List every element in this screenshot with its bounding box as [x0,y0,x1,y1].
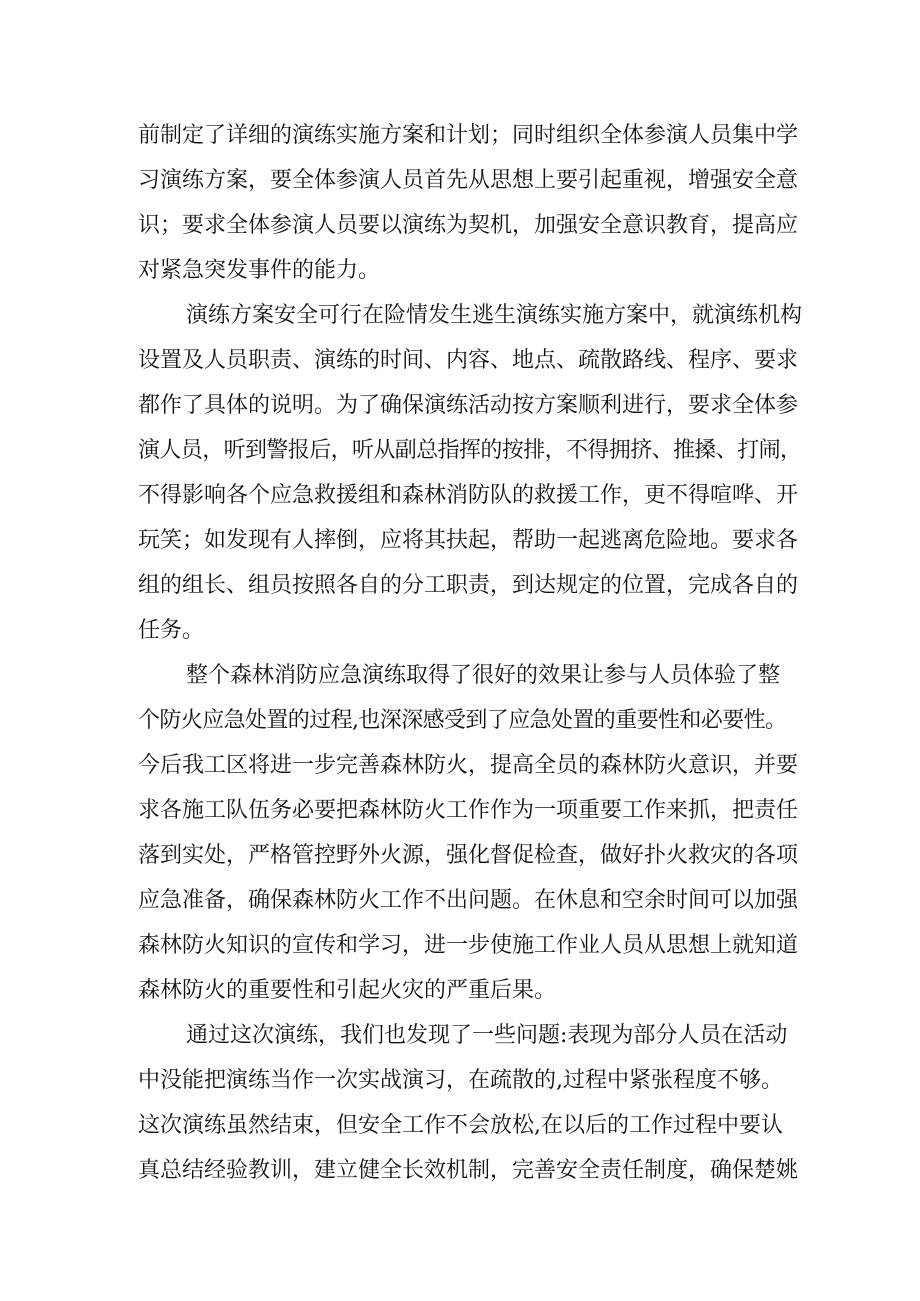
text-line: 不得影响各个应急救援组和森林消防队的救援工作，更不得喧哗、开 [138,483,799,508]
text-line: 整个森林消防应急演练取得了很好的效果让参与人员体验了整 [186,663,781,688]
text-line: 前制定了详细的演练实施方案和计划；同时组织全体参演人员集中学 [138,123,799,148]
text-line: 任务。 [138,618,205,643]
text-line: 森林防火知识的宣传和学习，进一步使施工作业人员从思想上就知道 [138,933,799,958]
text-line: 都作了具体的说明。为了确保演练活动按方案顺利进行，要求全体参 [138,393,799,418]
text-line: 应急准备，确保森林防火工作不出问题。在休息和空余时间可以加强 [138,888,799,913]
text-line: 落到实处，严格管控野外火源，强化督促检查，做好扑火救灾的各项 [138,843,799,868]
text-line: 今后我工区将进一步完善森林防火，提高全员的森林防火意识，并要 [138,753,799,778]
text-line: 识；要求全体参演人员要以演练为契机，加强安全意识教育，提高应 [138,213,799,238]
text-line: 森林防火的重要性和引起火灾的严重后果。 [138,978,557,1003]
text-line: 演人员，听到警报后，听从副总指挥的按排，不得拥挤、推搡、打闹， [138,438,802,463]
text-line: 真总结经验教训，建立健全长效机制，完善安全责任制度，确保楚姚 [138,1158,799,1183]
document-body [138,113,803,1193]
paragraph-1 [138,113,799,293]
paragraph-2 [138,293,803,653]
text-line: 中没能把演练当作一次实战演习，在疏散的,过程中紧张程度不够。 [138,1068,783,1093]
text-line: 组的组长、组员按照各自的分工职责，到达规定的位置，完成各自的 [138,573,799,598]
text-line: 对紧急突发事件的能力。 [138,258,381,283]
text-line: 习演练方案，要全体参演人员首先从思想上要引起重视，增强安全意 [138,168,799,193]
paragraph-4 [138,1013,799,1193]
text-line: 玩笑；如发现有人摔倒，应将其扶起，帮助一起逃离危险地。要求各 [138,528,799,553]
text-line: 求各施工队伍务必要把森林防火工作作为一项重要工作来抓，把责任 [138,798,799,823]
text-line: 设置及人员职责、演练的时间、内容、地点、疏散路线、程序、要求 [138,348,799,373]
text-line: 这次演练虽然结束，但安全工作不会放松,在以后的工作过程中要认 [138,1113,783,1138]
text-line: 演练方案安全可行在险情发生逃生演练实施方案中，就演练机构 [186,303,803,328]
paragraph-3 [138,653,799,1013]
text-line: 通过这次演练，我们也发现了一些问题:表现为部分人员在活动 [186,1023,788,1048]
text-line: 个防火应急处置的过程,也深深感受到了应急处置的重要性和必要性。 [138,708,787,733]
